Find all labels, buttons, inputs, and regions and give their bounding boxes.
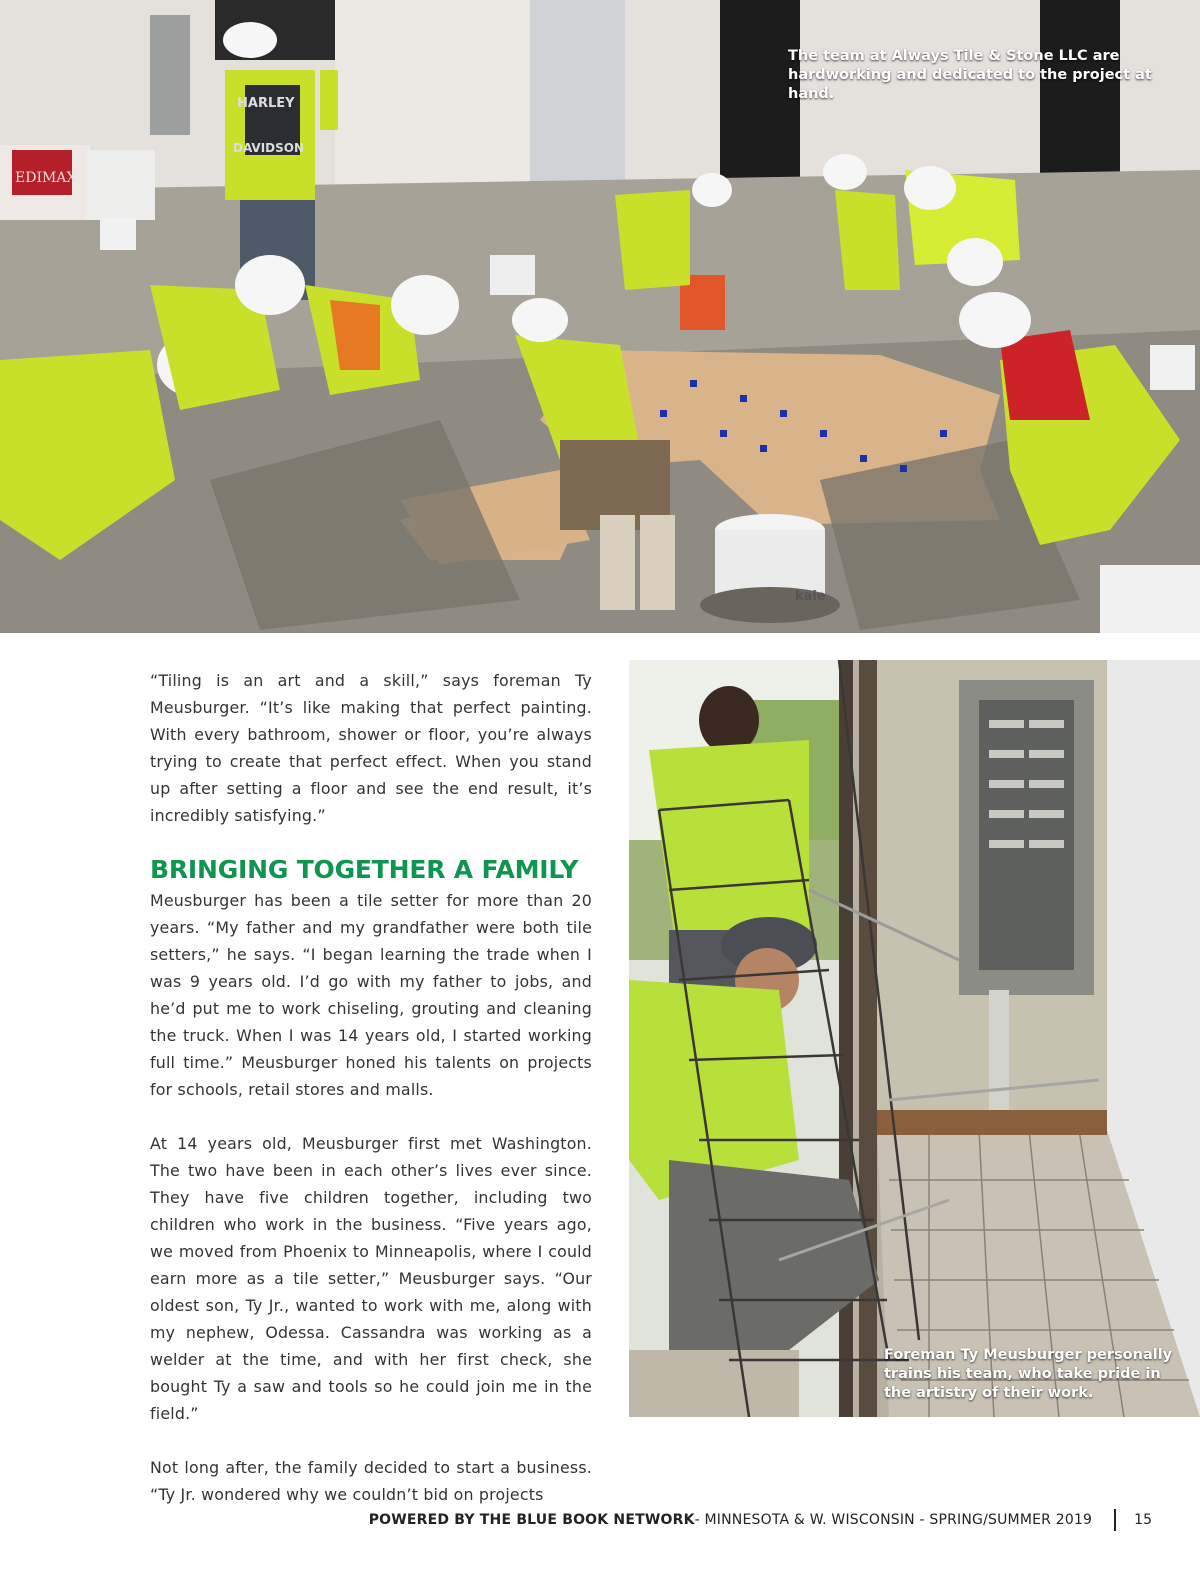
side-photo-illustration: [629, 660, 1200, 1417]
intro-quote: “Tiling is an art and a skill,” says foreman Ty Meusburger. “It’s like making that perfect painting. With every bathroom, shower or floor, you’re always trying to create that perfect effect. When you stand up after setting a floor and see the end result, it’s incredibly satisfying.”: [150, 671, 592, 825]
side-photo-caption: Foreman Ty Meusburger personally trains his team, who take pride in the artistry of their work.: [884, 1347, 1173, 1401]
paragraph-1: Meusburger has been a tile setter for more than 20 years. “My father and my grandfather were both tile setters,” he says. “I began learning the trade when I was 9 years old. I’d go with my father to jobs, and he’d put me to work chiseling, grouting and cleaning the truck. When I was 14 years old, I started working full time.” Meusburger honed his talents on projects for schools, retail stores and malls.: [150, 891, 592, 1099]
shirt-text-1: HARLEY: [237, 96, 295, 111]
section-heading: BRINGING TOGETHER A FAMILY: [150, 855, 579, 884]
bucket-text: kale: [795, 589, 826, 604]
sign-text: EDIMAX: [15, 170, 77, 186]
article-body: [150, 667, 592, 1508]
side-photo: [629, 660, 1200, 1417]
footer-divider: [1114, 1509, 1116, 1531]
paragraph-2: At 14 years old, Meusburger first met Washington. The two have been in each other’s lives ever since. They have five children together, including two children who work in the business. “Five years ago, we moved from Phoenix to Minneapolis, where I could earn more as a tile setter,” Meusburger says. “Our oldest son, Ty Jr., wanted to work with me, along with my nephew, Odessa. Cassandra was working as a welder at the time, and with her first check, she bought Ty a saw and tools so he could join me in the field.”: [150, 1134, 592, 1423]
top-photo-caption: The team at Always Tile & Stone LLC are hardworking and dedicated to the project at hand.: [788, 48, 1152, 102]
paragraph-3: Not long after, the family decided to start a business. “Ty Jr. wondered why we couldn’t bid on projects: [150, 1458, 592, 1504]
page-number: 15: [1134, 1512, 1152, 1528]
shirt-text-2: DAVIDSON: [233, 141, 305, 155]
footer-issue: - MINNESOTA & W. WISCONSIN - SPRING/SUMMER 2019: [694, 1512, 1093, 1528]
footer-brand: POWERED BY THE BLUE BOOK NETWORK: [368, 1512, 695, 1528]
page-footer: [0, 1508, 1152, 1532]
